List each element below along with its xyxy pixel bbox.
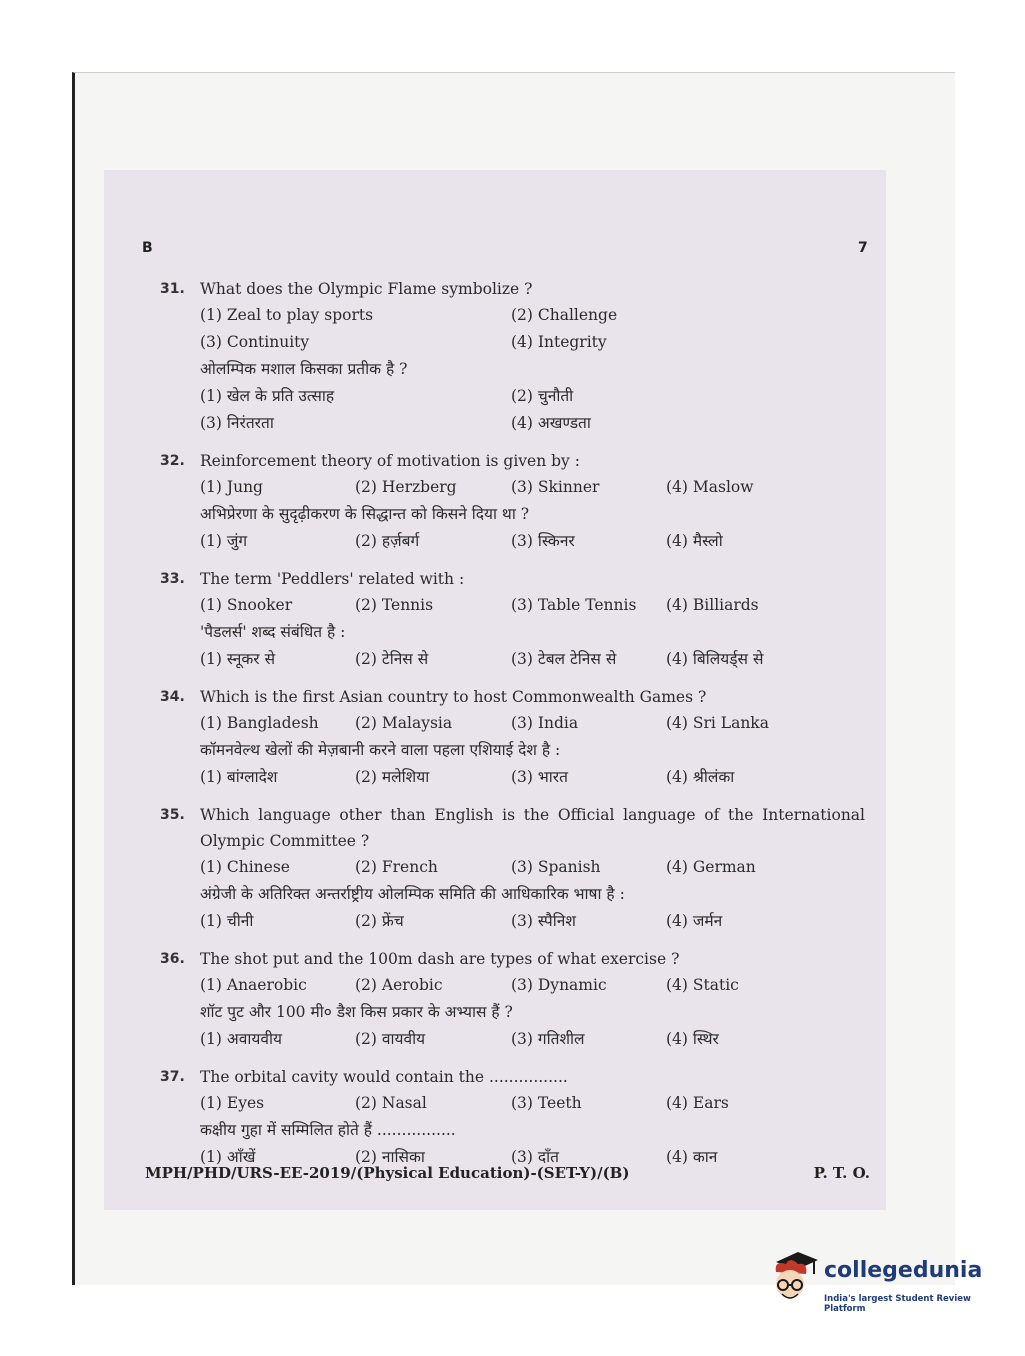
options-hi [200, 528, 865, 555]
option-4-hi: (4) अखण्डता [511, 414, 591, 432]
option-1-hi: (1) अवायवीय [200, 1030, 282, 1048]
question-33 [160, 566, 865, 673]
question-text-en: Reinforcement theory of motivation is given by : [200, 452, 580, 470]
question-32 [160, 448, 865, 555]
option-1: (1) Eyes [200, 1094, 265, 1112]
option-3-hi: (3) दाँत [511, 1148, 559, 1166]
option-1: (1) Anaerobic [200, 976, 307, 994]
option-1-hi: (1) आँखें [200, 1148, 256, 1166]
question-number: 31. [160, 281, 185, 297]
option-3: (3) India [511, 714, 579, 732]
question-text-hi: कॉमनवेल्थ खेलों की मेज़बानी करने वाला पहला एशियाई देश है : [200, 741, 561, 759]
option-1: (1) Chinese [200, 858, 290, 876]
option-3: (3) Table Tennis [511, 596, 637, 614]
question-34 [160, 684, 865, 791]
option-2: (2) Malaysia [355, 714, 453, 732]
option-4: (4) Integrity [511, 333, 607, 351]
options-hi [200, 646, 865, 673]
option-2: (2) Nasal [355, 1094, 427, 1112]
question-text-en: The term 'Peddlers' related with : [200, 570, 465, 588]
question-31 [160, 276, 865, 437]
option-1-hi: (1) बांग्लादेश [200, 768, 278, 786]
option-3: (3) Teeth [511, 1094, 582, 1112]
option-1: (1) Bangladesh [200, 714, 319, 732]
option-1-hi: (1) जुंग [200, 532, 248, 550]
pto-label: P. T. O. [813, 1164, 870, 1182]
logo-wordmark: collegedunia [824, 1258, 983, 1283]
options-en [200, 302, 865, 356]
page-footer [145, 1164, 870, 1182]
option-3-hi: (3) निरंतरता [200, 414, 274, 432]
question-37 [160, 1064, 865, 1171]
question-number: 35. [160, 807, 185, 823]
option-4: (4) Ears [666, 1094, 729, 1112]
option-2: (2) French [355, 858, 438, 876]
option-2: (2) Herzberg [355, 478, 457, 496]
option-2: (2) Tennis [355, 596, 434, 614]
question-text-hi: अभिप्रेरणा के सुदृढ़ीकरण के सिद्धान्त को किसने दिया था ? [200, 505, 530, 523]
question-35 [160, 802, 865, 935]
option-3-hi: (3) स्किनर [511, 532, 575, 550]
options-en [200, 474, 865, 501]
question-text-hi: शॉट पुट और 100 मी० डैश किस प्रकार के अभ्यास हैं ? [200, 1003, 513, 1021]
option-3-hi: (3) भारत [511, 768, 568, 786]
question-36 [160, 946, 865, 1053]
option-1-hi: (1) स्नूकर से [200, 650, 276, 668]
option-4-hi: (4) जर्मन [666, 912, 723, 930]
option-2-hi: (2) चुनौती [511, 387, 574, 405]
option-4-hi: (4) स्थिर [666, 1030, 719, 1048]
option-2-hi: (2) वायवीय [355, 1030, 426, 1048]
options-en [200, 1090, 865, 1117]
option-3: (3) Continuity [200, 333, 310, 351]
option-2: (2) Challenge [511, 306, 618, 324]
option-4-hi: (4) श्रीलंका [666, 768, 735, 786]
collegedunia-logo[interactable] [768, 1250, 1000, 1320]
question-text-hi: कक्षीय गुहा में सम्मिलित होते हैं ................ [200, 1121, 456, 1139]
option-4: (4) Billiards [666, 596, 759, 614]
option-2: (2) Aerobic [355, 976, 443, 994]
option-1: (1) Snooker [200, 596, 293, 614]
question-number: 32. [160, 453, 185, 469]
option-4-hi: (4) मैस्लो [666, 532, 723, 550]
option-4-hi: (4) कान [666, 1148, 718, 1166]
options-en [200, 972, 865, 999]
question-text-en: What does the Olympic Flame symbolize ? [200, 280, 533, 298]
option-2-hi: (2) मलेशिया [355, 768, 430, 786]
question-number: 34. [160, 689, 185, 705]
option-2-hi: (2) हर्ज़बर्ग [355, 532, 420, 550]
logo-tagline: India's largest Student Review Platform [824, 1294, 971, 1314]
option-3: (3) Spanish [511, 858, 601, 876]
option-1: (1) Jung [200, 478, 263, 496]
options-en [200, 710, 865, 737]
option-2-hi: (2) नासिका [355, 1148, 425, 1166]
page-number: 7 [858, 240, 868, 256]
question-list [160, 276, 865, 1182]
question-text-hi: अंग्रेजी के अतिरिक्त अन्तर्राष्ट्रीय ओलम्पिक समिति की आधिकारिक भाषा है : [200, 885, 625, 903]
option-4: (4) Sri Lanka [666, 714, 769, 732]
option-1-hi: (1) खेल के प्रति उत्साह [200, 387, 335, 405]
question-number: 33. [160, 571, 185, 587]
options-hi [200, 383, 865, 437]
option-3: (3) Skinner [511, 478, 600, 496]
question-text-en: Which language other than English is the Official language of the International Olympic Committee ? [200, 806, 865, 850]
question-text-en: Which is the first Asian country to host Commonwealth Games ? [200, 688, 707, 706]
option-3-hi: (3) स्पैनिश [511, 912, 576, 930]
question-text-hi: ओलम्पिक मशाल किसका प्रतीक है ? [200, 360, 408, 378]
question-number: 36. [160, 951, 185, 967]
option-1: (1) Zeal to play sports [200, 306, 374, 324]
options-hi [200, 764, 865, 791]
option-4-hi: (4) बिलियर्ड्स से [666, 650, 764, 668]
option-4: (4) Static [666, 976, 739, 994]
option-2-hi: (2) फ्रेंच [355, 912, 404, 930]
option-4: (4) German [666, 858, 756, 876]
option-1-hi: (1) चीनी [200, 912, 254, 930]
options-en [200, 854, 865, 881]
question-text-en: The shot put and the 100m dash are types of what exercise ? [200, 950, 680, 968]
option-2-hi: (2) टेनिस से [355, 650, 429, 668]
option-3-hi: (3) गतिशील [511, 1030, 585, 1048]
mascot-icon [768, 1250, 820, 1312]
question-text-en: The orbital cavity would contain the ................ [200, 1068, 568, 1086]
option-4: (4) Maslow [666, 478, 754, 496]
question-text-hi: 'पैडलर्स' शब्द संबंधित है : [200, 623, 346, 641]
set-letter: B [142, 240, 153, 256]
option-3-hi: (3) टेबल टेनिस से [511, 650, 617, 668]
options-hi [200, 1026, 865, 1053]
options-hi [200, 908, 865, 935]
options-en [200, 592, 865, 619]
option-3: (3) Dynamic [511, 976, 607, 994]
paper-code: MPH/PHD/URS-EE-2019/(Physical Education)-(SET-Y)/(B) [145, 1164, 630, 1182]
question-number: 37. [160, 1069, 185, 1085]
